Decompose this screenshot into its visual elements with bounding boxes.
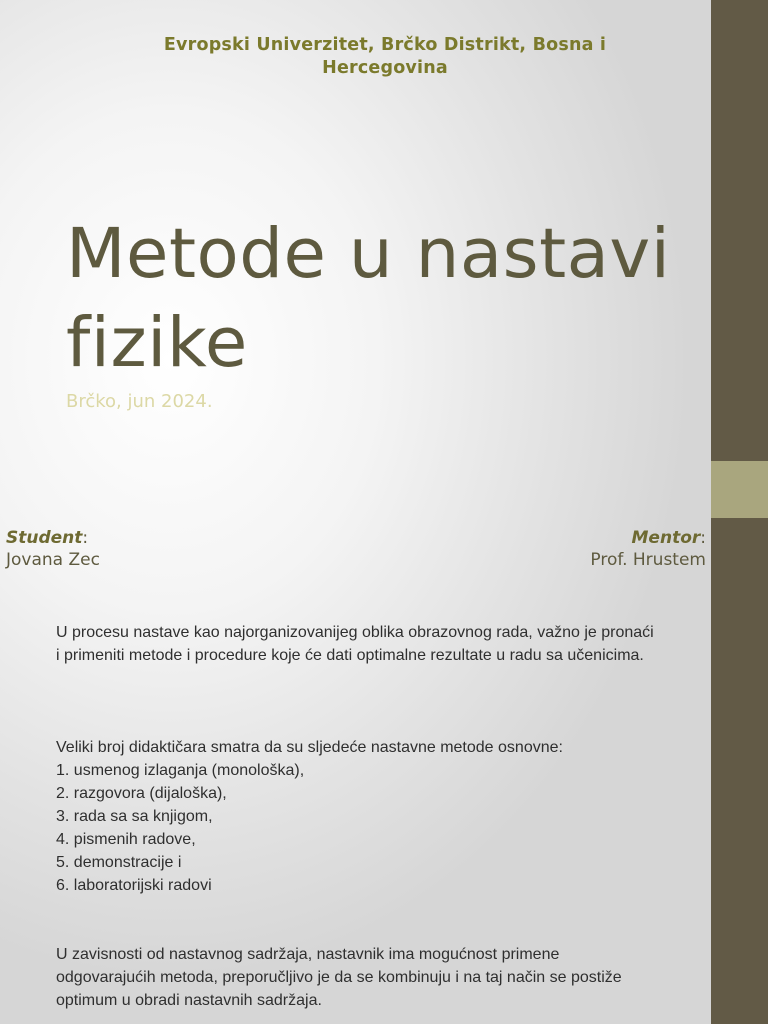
method-item: 1. usmenog izlaganja (monološka), (56, 762, 305, 779)
methods-list (56, 759, 656, 897)
title-line-2: fizike (66, 303, 248, 383)
method-item: 2. razgovora (dijaloška), (56, 785, 227, 802)
method-item: 3. rada sa sa knjigom, (56, 808, 213, 825)
mentor-colon: : (700, 528, 706, 548)
title-line-1: Metode u nastavi (66, 214, 671, 294)
paragraph-3: U zavisnosti od nastavnog sadržaja, nastavnik ima mogućnost primene odgovarajućih metoda, preporučljivo je da se kombinuju i na taj način se postiže optimum u obradi nastavnih sadržaja. (56, 946, 622, 1009)
student-block (6, 527, 100, 571)
methods-section (56, 736, 656, 897)
mentor-block (486, 527, 706, 579)
mentor-name: Prof. Hrustem (590, 550, 706, 570)
student-label: Student (6, 528, 83, 548)
conclusion-paragraph (56, 943, 656, 1012)
university-name: Evropski Univerzitet, Brčko Distrikt, Bosna i Hercegovina (163, 35, 607, 78)
paragraph-1: U procesu nastave kao najorganizovanijeg oblika obrazovnog rada, važno je pronaći i primeniti metode i procedure koje će dati optimalne rezultate u radu sa učenicima. (56, 624, 654, 664)
student-colon: : (82, 528, 89, 548)
method-item: 4. pismenih radove, (56, 831, 196, 848)
intro-paragraph (56, 621, 656, 667)
subtitle-date: Brčko, jun 2024. (66, 391, 213, 412)
student-name: Jovana Zec (6, 550, 100, 570)
methods-intro: Veliki broj didaktičara smatra da su sljedeće nastavne metode osnovne: (56, 739, 563, 756)
student-label-line (6, 527, 100, 549)
side-accent-block (711, 461, 768, 518)
method-item: 5. demonstracije i (56, 854, 182, 871)
mentor-label: Mentor (631, 528, 701, 548)
mentor-label-line (486, 527, 706, 549)
method-item: 6. laboratorijski radovi (56, 877, 212, 894)
page-title (66, 210, 706, 388)
